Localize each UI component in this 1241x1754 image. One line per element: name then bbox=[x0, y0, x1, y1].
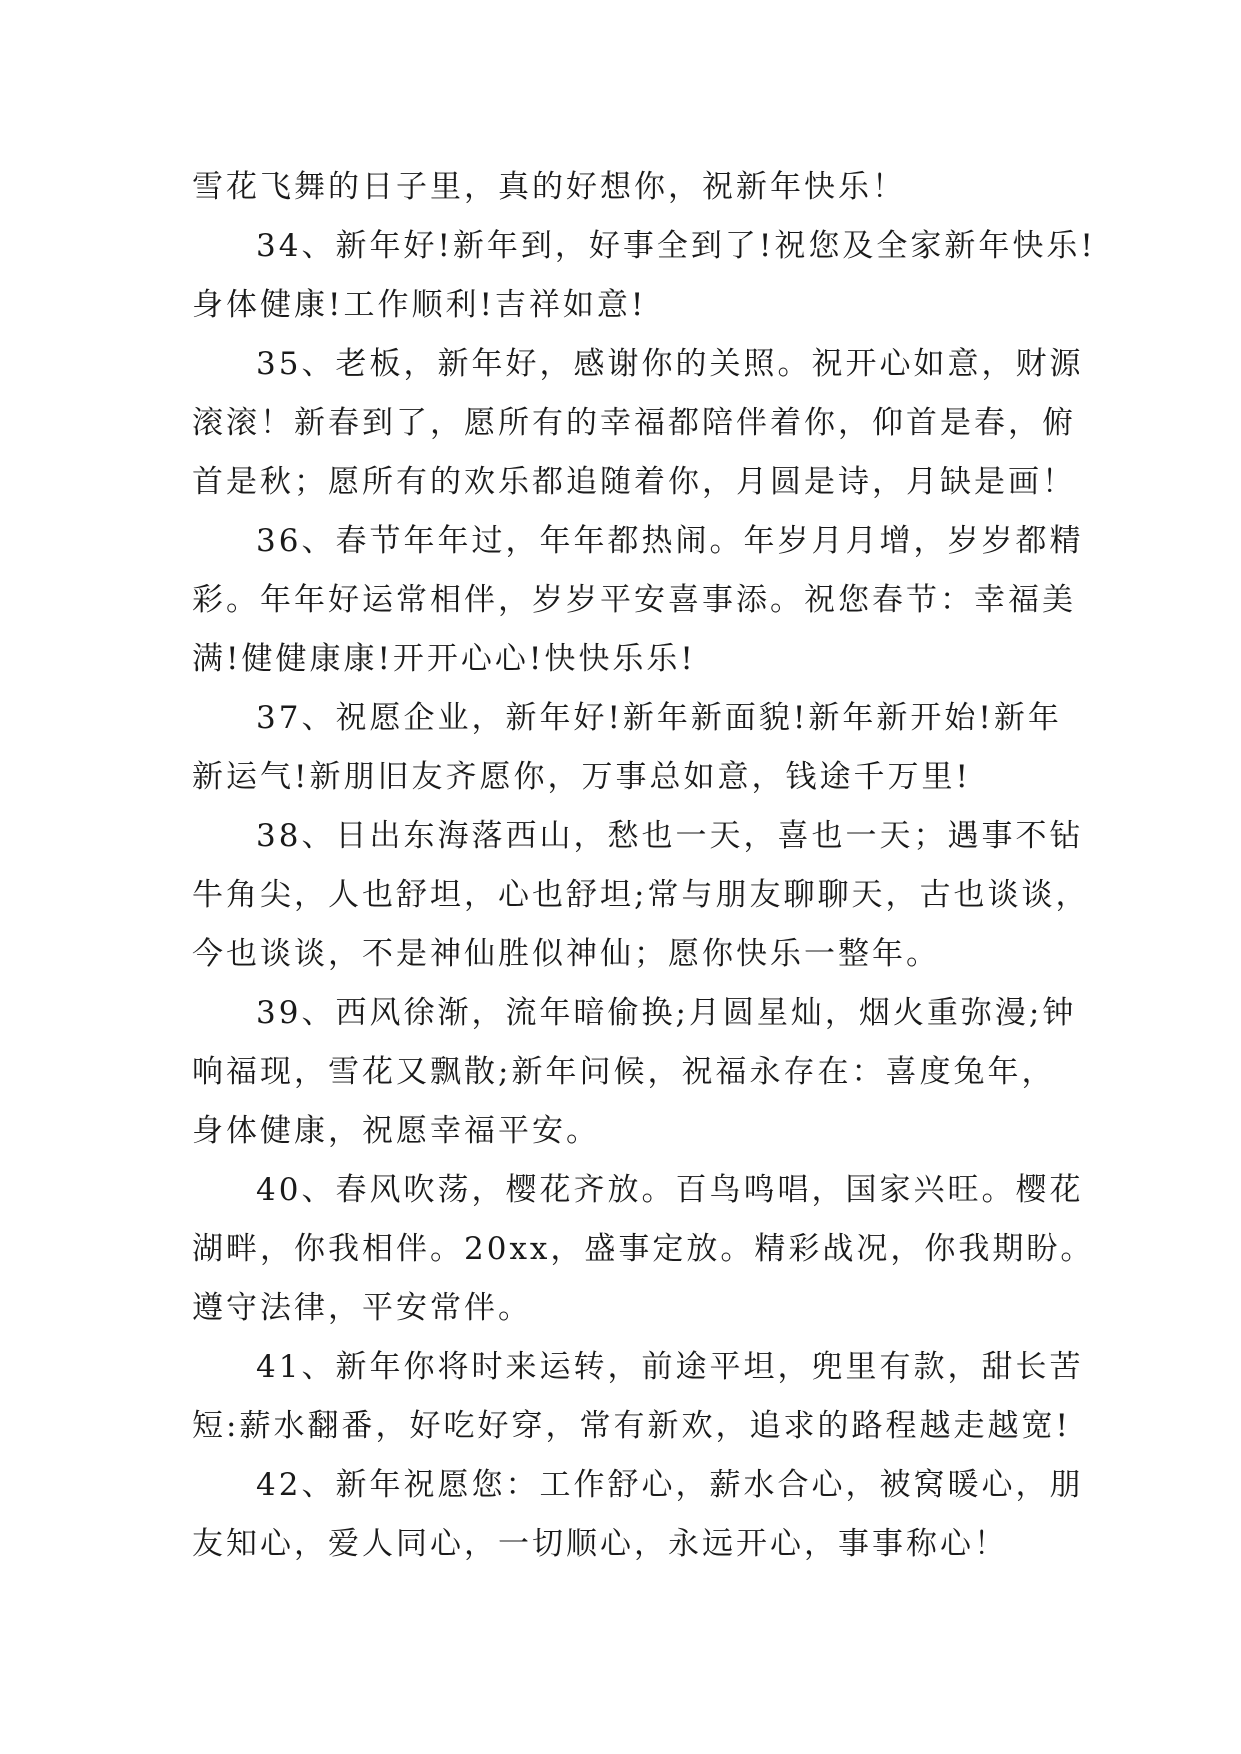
paragraph bbox=[192, 807, 1090, 984]
text-line: 41、新年你将时来运转，前途平坦，兜里有款，甜长苦 bbox=[256, 1349, 1084, 1385]
paragraph bbox=[192, 689, 1062, 807]
text-line: 38、日出东海落西山，愁也一天，喜也一天；遇事不钻 bbox=[256, 818, 1084, 854]
paragraph bbox=[192, 335, 1084, 512]
text-line: 42、新年祝愿您：工作舒心，薪水合心，被窝暖心，朋 bbox=[256, 1467, 1084, 1503]
text-line: 新运气!新朋旧友齐愿你，万事总如意，钱途千万里! bbox=[192, 759, 971, 795]
text-line: 36、春节年年过，年年都热闹。年岁月月增，岁岁都精 bbox=[256, 523, 1084, 559]
text-line: 友知心，爱人同心，一切顺心，永远开心，事事称心！ bbox=[192, 1526, 1008, 1562]
text-line: 39、西风徐渐，流年暗偷换;月圆星灿，烟火重弥漫;钟 bbox=[256, 995, 1077, 1031]
paragraph bbox=[192, 1338, 1084, 1456]
paragraph bbox=[192, 512, 1084, 689]
text-line: 遵守法律，平安常伴。 bbox=[192, 1290, 532, 1326]
text-line: 首是秋；愿所有的欢乐都追随着你，月圆是诗，月缺是画！ bbox=[192, 464, 1076, 500]
paragraph bbox=[192, 1456, 1084, 1574]
text-line: 35、老板，新年好，感谢你的关照。祝开心如意，财源 bbox=[256, 346, 1084, 382]
text-line: 彩。年年好运常相伴，岁岁平安喜事添。祝您春节：幸福美 bbox=[192, 582, 1076, 618]
text-line: 40、春风吹荡，樱花齐放。百鸟鸣唱，国家兴旺。樱花 bbox=[256, 1172, 1084, 1208]
paragraph bbox=[192, 984, 1077, 1161]
text-line: 湖畔，你我相伴。20xx，盛事定放。精彩战况，你我期盼。 bbox=[192, 1231, 1095, 1267]
text-line: 牛角尖，人也舒坦，心也舒坦;常与朋友聊聊天，古也谈谈， bbox=[192, 877, 1090, 913]
text-line: 身体健康!工作顺利!吉祥如意! bbox=[192, 287, 647, 323]
text-line: 滚滚！新春到了，愿所有的幸福都陪伴着你，仰首是春，俯 bbox=[192, 405, 1076, 441]
paragraph bbox=[192, 1161, 1095, 1338]
text-line: 34、新年好!新年到，好事全到了!祝您及全家新年快乐! bbox=[256, 228, 1096, 264]
document-body bbox=[192, 158, 1096, 1574]
text-line: 雪花飞舞的日子里，真的好想你，祝新年快乐！ bbox=[192, 169, 906, 205]
text-line: 满!健健康康!开开心心!快快乐乐! bbox=[192, 641, 696, 677]
text-line: 身体健康，祝愿幸福平安。 bbox=[192, 1113, 600, 1149]
text-line: 响福现，雪花又飘散;新年问候，祝福永存在：喜度兔年， bbox=[192, 1054, 1056, 1090]
paragraph bbox=[192, 158, 1052, 217]
text-line: 今也谈谈，不是神仙胜似神仙；愿你快乐一整年。 bbox=[192, 936, 940, 972]
text-line: 37、祝愿企业，新年好!新年新面貌!新年新开始!新年 bbox=[256, 700, 1062, 736]
paragraph bbox=[192, 217, 1096, 335]
text-line: 短:薪水翻番，好吃好穿，常有新欢，追求的路程越走越宽! bbox=[192, 1408, 1071, 1444]
